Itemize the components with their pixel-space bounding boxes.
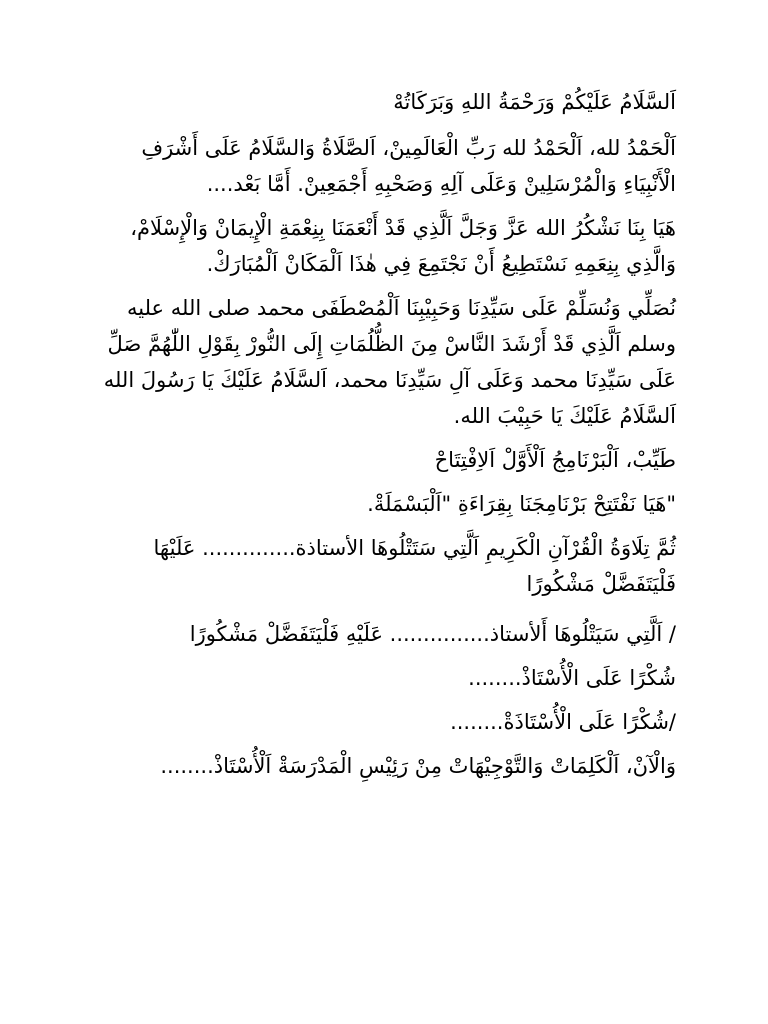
greeting-paragraph: اَلسَّلَامُ عَلَيْكُمْ وَرَحْمَةُ اللهِ وَبَرَكَاتُهْ: [393, 90, 676, 114]
thanks-female-teacher-paragraph: /شُكْرًا عَلَى الْأُسْتَاذَةْ........: [450, 710, 676, 734]
basmala-paragraph: "هَيَا نَفْتَتِحْ بَرْنَامِجَنَا بِقِرَاءَةِ "اَلْبَسْمَلَةْ.: [367, 492, 676, 516]
praise-paragraph: اَلْحَمْدُ لله، اَلْحَمْدُ لله رَبِّ الْعَالَمِينْ، اَلصَّلَاةُ وَالسَّلَامُ عَلَى أَشْرَفِ الْأَنْبِيَاءِ وَالْمُرْسَلِينْ وَعَلَى آلِهِ وَصَحْبِهِ أَجْمَعِينْ. أَمَّا بَعْد....: [141, 136, 676, 196]
salawat-paragraph: نُصَلِّي وَنُسَلِّمْ عَلَى سَيِّدِنَا وَحَبِيْبِنَا اَلْمُصْطَفَى محمد صلى الله عليه وسلم اَلَّذِي قَدْ أَرْشَدَ النَّاسْ مِنَ الظُّلُمَاتِ إِلَى النُّورْ بِقَوْلِ اللّٰهُمَّ صَلِّ عَلَى سَيِّدِنَا محمد وَعَلَى آلِ سَيِّدِنَا محمد، اَلسَّلَامُ عَلَيْكَ يَا رَسُولَ الله اَلسَّلَامُ عَلَيْكَ يَا حَبِيْبَ الله.: [103, 296, 676, 428]
quran-recitation-paragraph: ثُمَّ تِلَاوَةُ الْقُرْآنِ الْكَرِيمِ اَلَّتِي سَتَتْلُوهَا الأستاذة.............. عَلَيْهَا فَلْيَتَفَضَّلْ مَشْكُورًا: [153, 536, 676, 596]
quran-recitation-alt-paragraph: / اَلَّتِي سَيَتْلُوهَا أَلأستاذ............... عَلَيْهِ فَلْيَتَفَضَّلْ مَشْكُورًا: [189, 622, 676, 646]
document-body: [96, 84, 676, 792]
first-program-paragraph: طَيِّبْ، اَلْبَرْنَامِجُ اَلْأَوَّلْ اَلاِفْتِتَاحْ: [434, 448, 676, 472]
gratitude-paragraph: هَيَا بِنَا نَشْكُرُ الله عَزَّ وَجَلَّ اَلَّذِي قَدْ أَنْعَمَنَا بِنِعْمَةِ الْإِيمَانْ وَالْإِسْلَامْ، وَالَّذِي بِنِعَمِهِ نَسْتَطِيعُ أَنْ نَجْتَمِعَ فِي هٰذَا اَلْمَكَانْ اَلْمُبَارَكْ.: [130, 216, 676, 276]
thanks-teacher-paragraph: شُكْرًا عَلَى الْأُسْتَاذْ........: [468, 666, 676, 690]
principal-speech-paragraph: وَالْآنْ، اَلْكَلِمَاتْ وَالتَّوْجِيْهَاتْ مِنْ رَئِيْسِ الْمَدْرَسَةْ اَلْأُسْتَاذْ........: [160, 754, 676, 778]
